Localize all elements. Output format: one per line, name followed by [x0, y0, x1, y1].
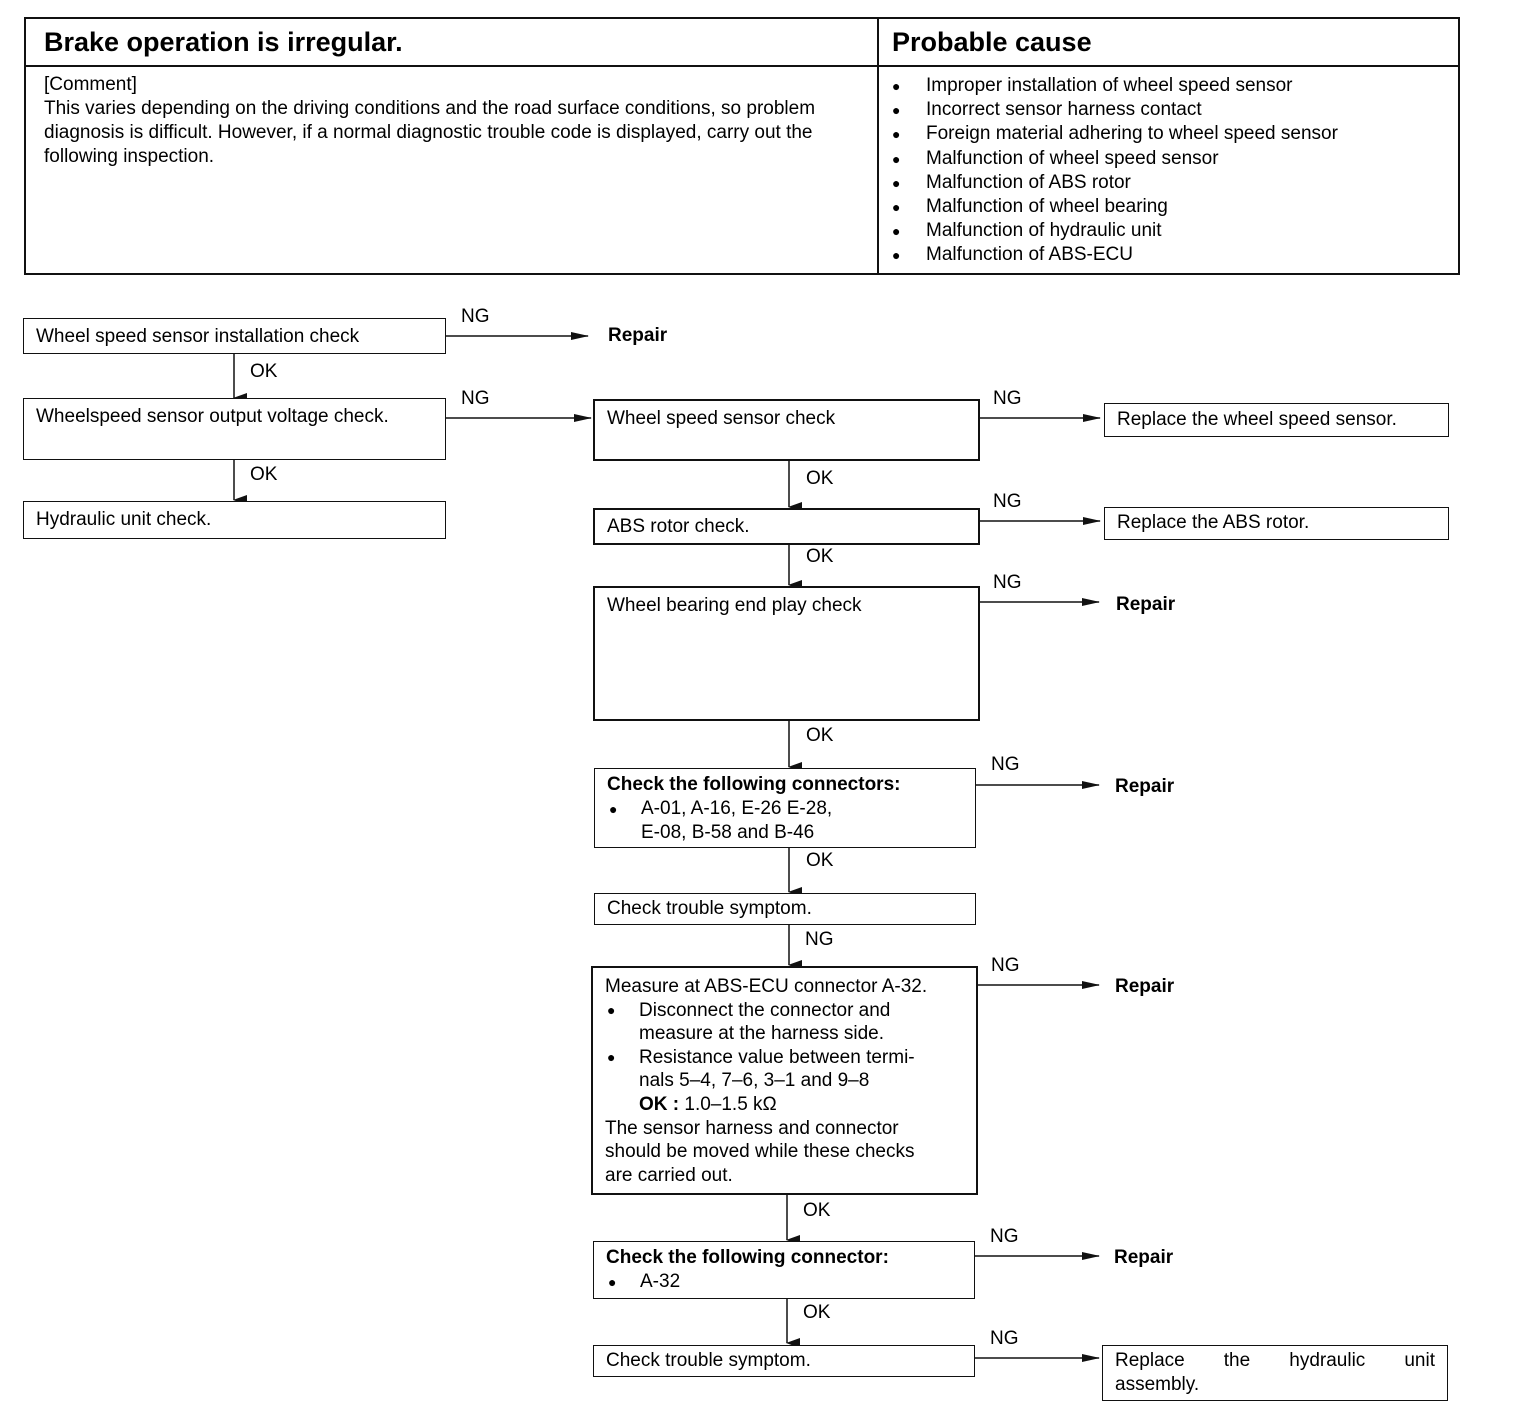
comment-label: [Comment]: [44, 74, 137, 95]
repair-result: Repair: [1116, 594, 1176, 615]
measure-box: [591, 966, 978, 1195]
measure-title: Measure at ABS-ECU connector A-32.: [605, 976, 928, 997]
cause-item: ● Improper installation of wheel speed sensor: [892, 74, 1338, 98]
repair-result: Repair: [1115, 776, 1175, 797]
bearing-check-label: Wheel bearing end play check: [607, 595, 862, 616]
ok-label: OK: [806, 468, 834, 489]
ng-label: NG: [990, 1328, 1019, 1349]
ng-label: NG: [993, 388, 1022, 409]
ok-label: OK: [806, 725, 834, 746]
installation-check-label: Wheel speed sensor installation check: [36, 326, 360, 347]
measure-step: measure at the harness side.: [639, 1023, 885, 1045]
abs-rotor-check-box: [593, 508, 980, 545]
ok-label: OK: [250, 464, 278, 485]
comment-text: This varies depending on the driving conditions and the road surface conditions, so problem diagnosis is difficult. However, if a normal diagnostic trouble code is displayed, carry out the following inspection.: [44, 98, 816, 167]
standard-ok-label: OK :: [639, 1093, 680, 1115]
cause-item: ● Foreign material adhering to wheel speed sensor: [892, 122, 1338, 146]
ok-label: OK: [803, 1302, 831, 1323]
probable-cause-heading: Probable cause: [892, 27, 1092, 57]
connectors-check-title: Check the following connectors:: [607, 774, 901, 795]
replace-hydraulic-line: assembly.: [1115, 1374, 1200, 1395]
replace-hydraulic-line: Replace the hydraulic unit: [1115, 1350, 1435, 1371]
symptom-title: Brake operation is irregular.: [44, 27, 403, 57]
replace-abs-rotor-label: Replace the ABS rotor.: [1117, 512, 1310, 533]
cause-item: ● Malfunction of hydraulic unit: [892, 219, 1338, 243]
trouble-symptom-label: Check trouble symptom.: [606, 1350, 811, 1371]
replace-sensor-box: [1104, 403, 1449, 437]
hydraulic-unit-check-label: Hydraulic unit check.: [36, 509, 212, 530]
cause-item: ● Malfunction of ABS rotor: [892, 171, 1338, 195]
installation-check-box: [23, 318, 446, 354]
connectors-list-line: ● A-01, A-16, E-26 E-28,: [607, 797, 963, 821]
ng-label: NG: [993, 491, 1022, 512]
cause-item: ● Malfunction of wheel bearing: [892, 195, 1338, 219]
repair-result: Repair: [1115, 976, 1175, 997]
sensor-check-box: [593, 399, 980, 461]
connectors-list-line: E-08, B-58 and B-46: [641, 822, 815, 843]
ok-label: OK: [250, 361, 278, 382]
measure-standard: [605, 1093, 964, 1117]
measure-note: The sensor harness and connector: [605, 1117, 899, 1139]
ng-label: NG: [805, 929, 834, 950]
ng-label: NG: [991, 955, 1020, 976]
output-voltage-check-label: Wheelspeed sensor output voltage check.: [36, 406, 389, 427]
cause-item: ● Malfunction of wheel speed sensor: [892, 147, 1338, 171]
connectors-check-box: [594, 768, 976, 848]
replace-hydraulic-box: [1102, 1345, 1448, 1401]
ng-label: NG: [991, 754, 1020, 775]
standard-value: 1.0–1.5 kΩ: [684, 1093, 777, 1115]
bearing-check-box: [593, 586, 980, 721]
ok-label: OK: [806, 546, 834, 567]
ng-label: NG: [993, 572, 1022, 593]
repair-result: Repair: [1114, 1247, 1174, 1268]
ok-label: OK: [803, 1200, 831, 1221]
trouble-symptom-box-2: [593, 1345, 975, 1377]
connector-check-title: Check the following connector:: [606, 1247, 889, 1268]
measure-note: should be moved while these checks: [605, 1141, 915, 1163]
measure-step: nals 5–4, 7–6, 3–1 and 9–8: [639, 1070, 870, 1092]
cause-item: ● Incorrect sensor harness contact: [892, 98, 1338, 122]
trouble-symptom-label: Check trouble symptom.: [607, 898, 812, 919]
connector-item: ● A-32: [606, 1270, 962, 1294]
output-voltage-check-box: [23, 398, 446, 460]
replace-sensor-label: Replace the wheel speed sensor.: [1117, 409, 1397, 430]
trouble-symptom-box: [594, 893, 976, 925]
sensor-check-label: Wheel speed sensor check: [607, 408, 836, 429]
abs-rotor-check-label: ABS rotor check.: [607, 516, 750, 537]
cause-item: ● Malfunction of ABS-ECU: [892, 243, 1338, 267]
replace-abs-rotor-box: [1104, 507, 1449, 540]
repair-result: Repair: [608, 325, 668, 346]
hydraulic-unit-check-box: [23, 501, 446, 539]
ok-label: OK: [806, 850, 834, 871]
ng-label: NG: [461, 388, 490, 409]
measure-step: ● Resistance value between termi-: [605, 1046, 964, 1070]
measure-note: are carried out.: [605, 1164, 733, 1186]
connector-check-box: [593, 1241, 975, 1299]
measure-step: ● Disconnect the connector and: [605, 999, 964, 1023]
ng-label: NG: [461, 306, 490, 327]
ng-label: NG: [990, 1226, 1019, 1247]
